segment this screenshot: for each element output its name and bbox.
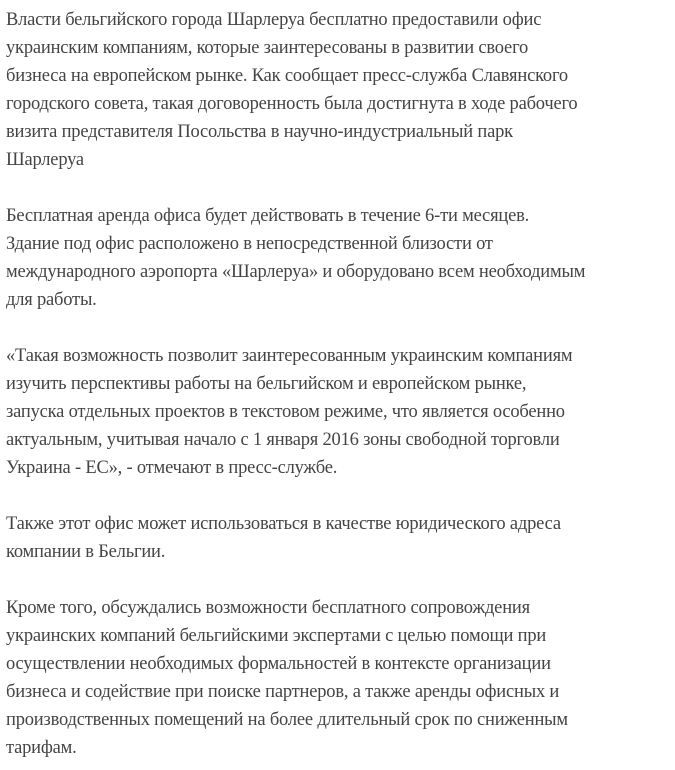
text-line: Здание под офис расположено в непосредственной близости от	[6, 234, 493, 254]
text-line: тарифам.	[6, 738, 77, 758]
text-line: Также этот офис может использоваться в качестве юридического адреса	[6, 514, 561, 534]
text-line: производственных помещений на более длительный срок по сниженным	[6, 710, 568, 730]
text-line: визита представителя Посольства в научно-индустриальный парк	[6, 122, 513, 142]
text-line: Кроме того, обсуждались возможности бесплатного сопровождения	[6, 598, 530, 618]
text-line: городского совета, такая договоренность была достигнута в ходе рабочего	[6, 94, 578, 114]
text-line: актуальным, учитывая начало с 1 января 2016 зоны свободной торговли	[6, 430, 560, 450]
paragraph-free-rent	[6, 202, 675, 314]
paragraph-expert-support	[6, 594, 675, 762]
text-line: Бесплатная аренда офиса будет действовать в течение 6-ти месяцев.	[6, 206, 530, 226]
text-line: украинским компаниям, которые заинтересованы в развитии своего	[6, 38, 529, 58]
text-line: украинских компаний бельгийскими экспертами с целью помощи при	[6, 626, 547, 646]
paragraph-charleroi-office	[6, 6, 675, 174]
text-line: Власти бельгийского города Шарлеруа бесплатно предоставили офис	[6, 10, 542, 30]
text-line: международного аэропорта «Шарлеруа» и оборудовано всем необходимым	[6, 262, 586, 282]
text-line: бизнеса и содействие при поиске партнеров, а также аренды офисных и	[6, 682, 560, 702]
text-line: Украина - ЕС», - отмечают в пресс-службе.	[6, 458, 338, 478]
text-line: компании в Бельгии.	[6, 542, 166, 562]
text-line: запуска отдельных проектов в текстовом режиме, что является особенно	[6, 402, 565, 422]
text-line: бизнеса на европейском рынке. Как сообщает пресс-служба Славянского	[6, 66, 568, 86]
text-line: осуществлении необходимых формальностей в контексте организации	[6, 654, 551, 674]
text-line: «Такая возможность позволит заинтересованным украинским компаниям	[6, 346, 573, 366]
text-line: для работы.	[6, 290, 97, 310]
paragraph-press-quote	[6, 342, 675, 482]
text-line: изучить перспективы работы на бельгийском и европейском рынке,	[6, 374, 527, 394]
paragraph-legal-address	[6, 510, 675, 566]
text-line: Шарлеруа	[6, 150, 84, 170]
